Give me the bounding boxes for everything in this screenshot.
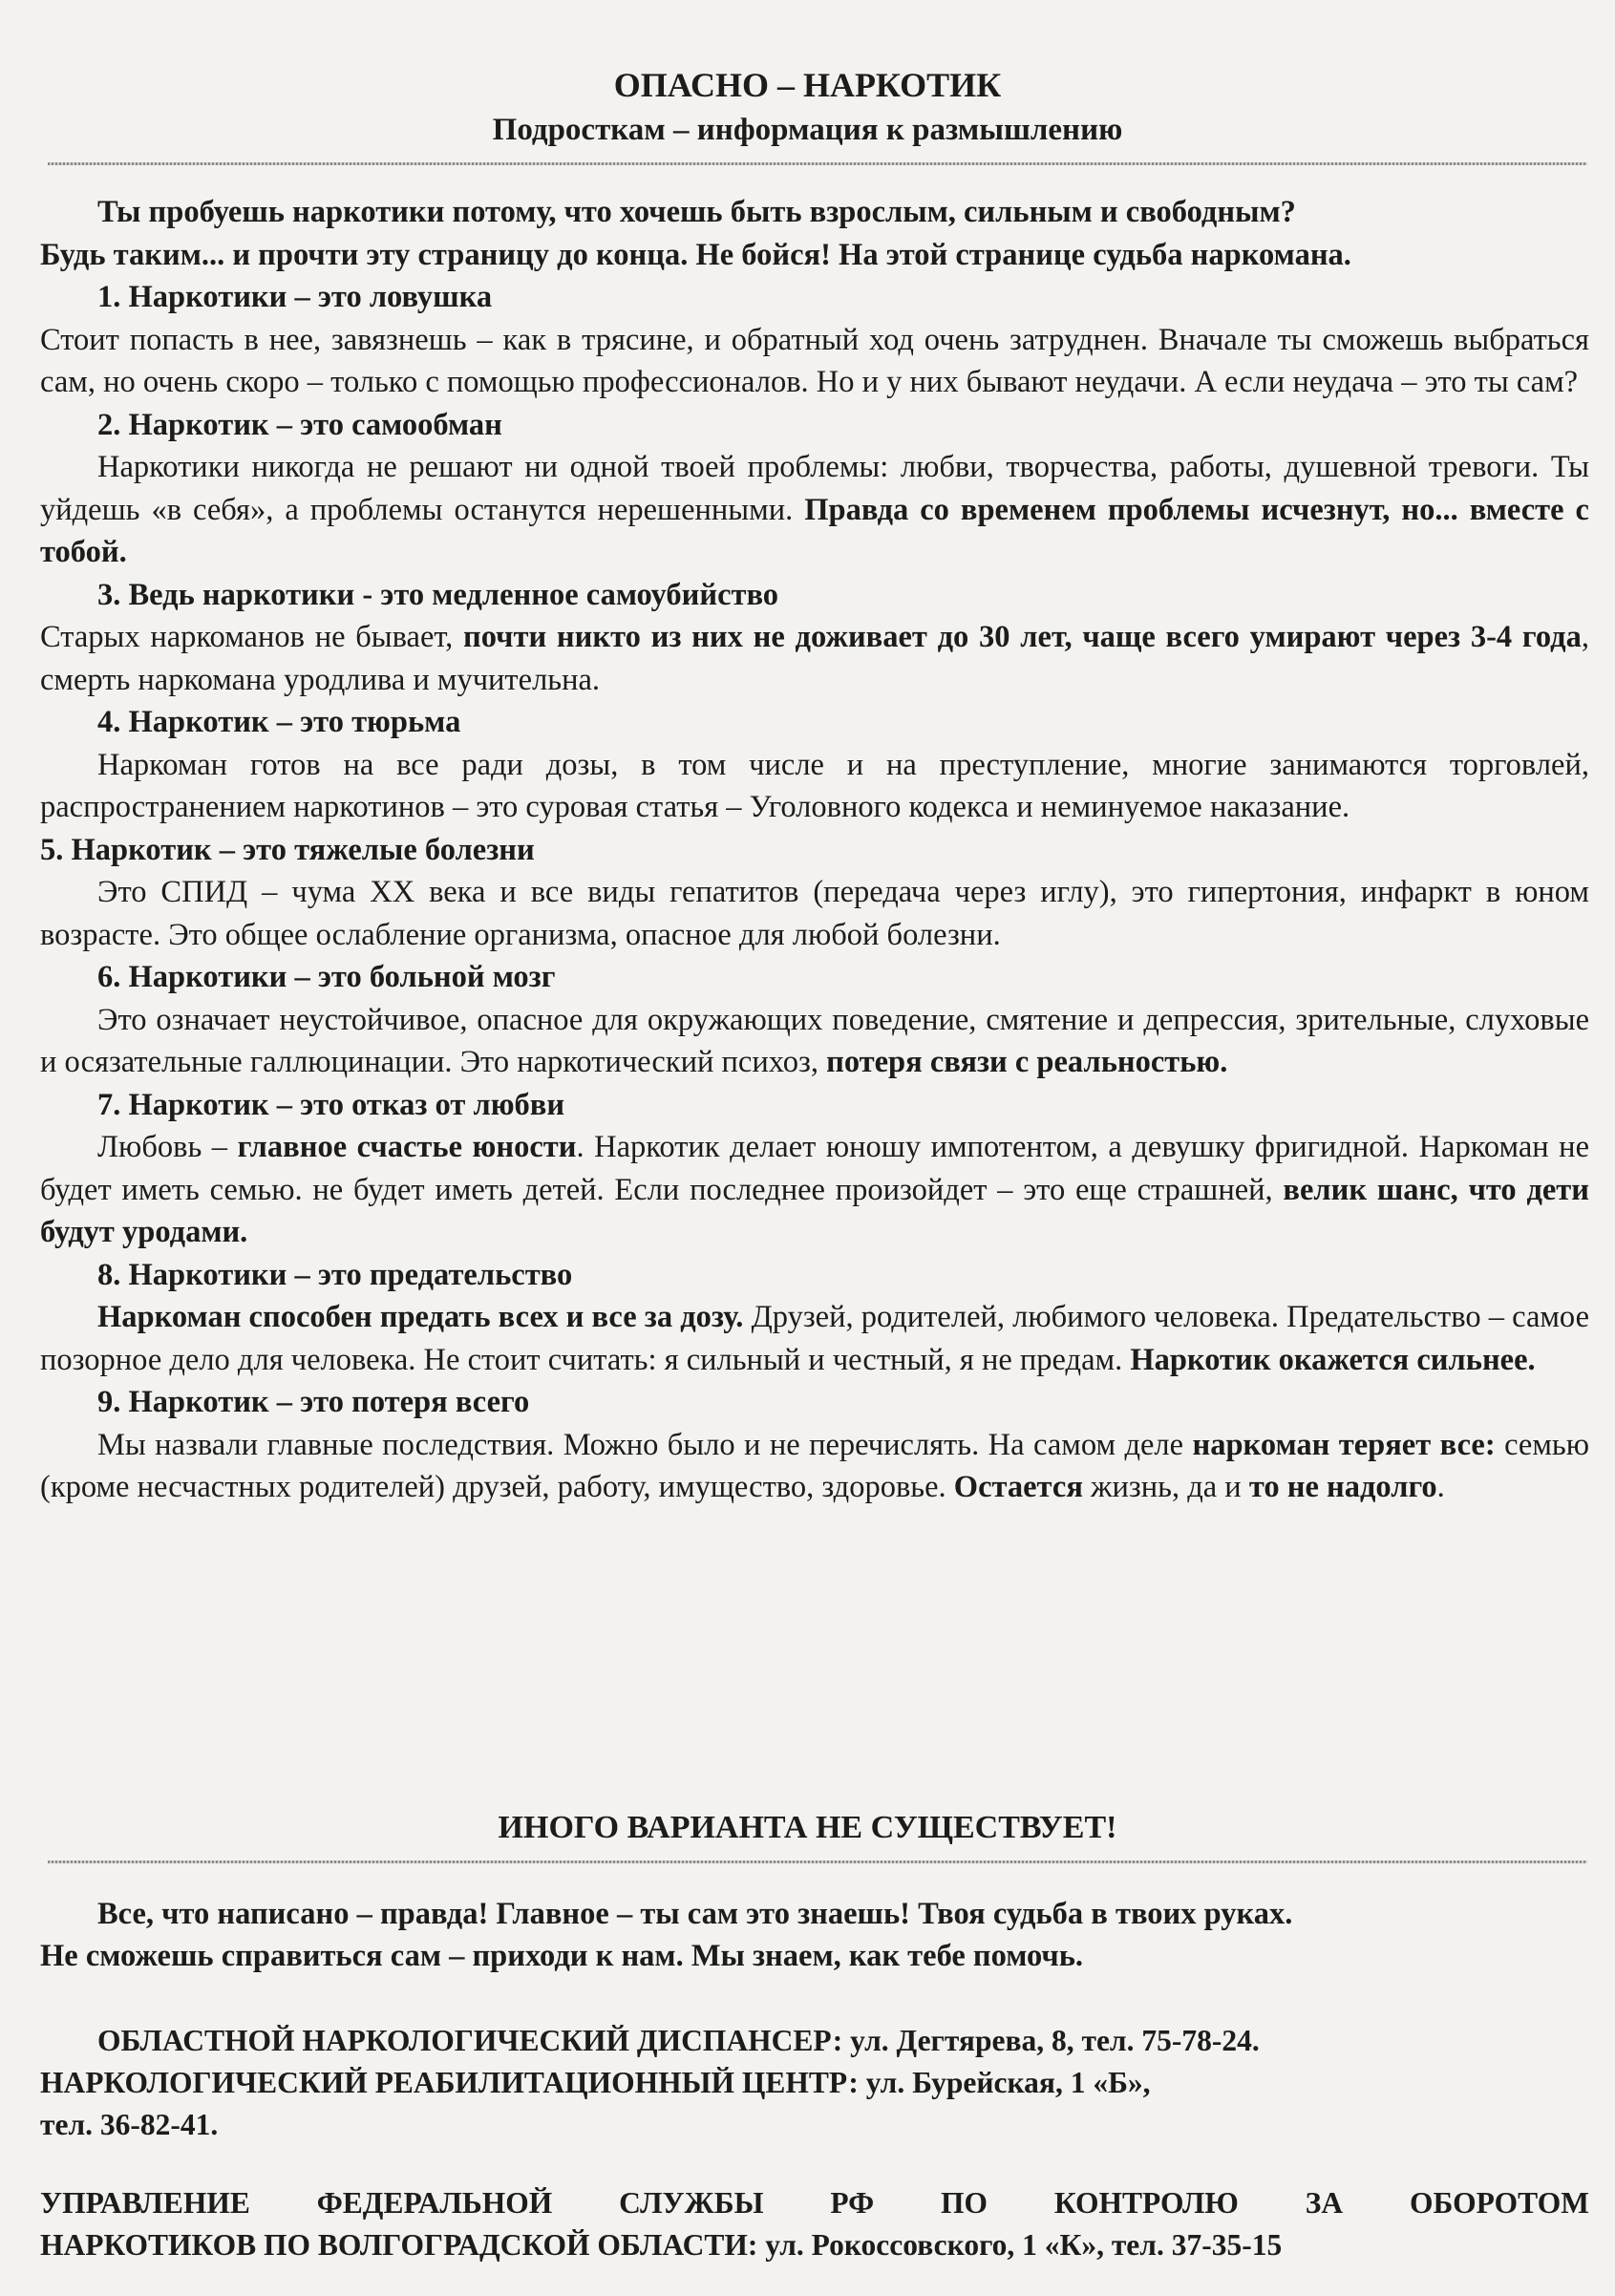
section-text: . Наркотик делает юношу импотентом, а девушку фригидной. Наркоман не будет иметь семью. не будет иметь детей. Если последнее произойдет – это еще страшней, bbox=[40, 1130, 1589, 1207]
section-text: Это означает неустойчивое, опасное для окружающих поведение, смятение и депрессия, зрительные, слуховые и осязательные галлюцинации. Это наркотический психоз, bbox=[40, 1002, 1589, 1079]
section-heading: 9. Наркотик – это потеря всего bbox=[97, 1385, 530, 1419]
section-emphasis: наркоман теряет все: bbox=[1192, 1427, 1496, 1462]
section-emphasis: Правда со временем проблемы исчезнут, но... вместе с тобой. bbox=[40, 492, 1589, 569]
contact-dispensary: ОБЛАСТНОЙ НАРКОЛОГИЧЕСКИЙ ДИСПАНСЕР: ул. Дегтярева, 8, тел. 75-78-24. bbox=[97, 2024, 1260, 2057]
section-text: Друзей, родителей, любимого человека. Предательство – самое позорное дело для человека. Не стоит считать: я сильный и честный, я не предам. bbox=[40, 1300, 1590, 1377]
section-heading: 5. Наркотик – это тяжелые болезни bbox=[40, 832, 535, 867]
section-body bbox=[40, 999, 1589, 1084]
closing-text bbox=[40, 1893, 1589, 1977]
contact-federal-line-1: УПРАВЛЕНИЕ ФЕДЕРАЛЬНОЙ СЛУЖБЫ РФ ПО КОНТРОЛЮ ЗА ОБОРОТОМ bbox=[40, 2186, 1589, 2220]
contact-federal-line-2: НАРКОТИКОВ ПО ВОЛГОГРАДСКОЙ ОБЛАСТИ: ул. Рокоссовского, 1 «К», тел. 37-35-15 bbox=[40, 2228, 1283, 2262]
section-text: . bbox=[1436, 1470, 1445, 1504]
section-text: семью (кроме несчастных родителей) друзей, работу, имущество, здоровье. bbox=[40, 1427, 1589, 1504]
section-body bbox=[40, 319, 1589, 404]
contacts-block bbox=[40, 2020, 1589, 2146]
section-body bbox=[40, 616, 1589, 701]
section-text: Это СПИД – чума XX века и все виды гепатитов (передача через иглу), это гипертония, инфаркт в юном возрасте. Это общее ослабление организма, опасное для любой болезни. bbox=[40, 875, 1589, 952]
section-heading: 2. Наркотик – это самообман bbox=[97, 407, 502, 442]
conclusion-title: ИНОГО ВАРИАНТА НЕ СУЩЕСТВУЕТ! bbox=[498, 1810, 1117, 1845]
section-emphasis: Наркотик окажется сильнее. bbox=[1130, 1342, 1536, 1377]
section-text: Стоит попасть в нее, завязнешь – как в трясине, и обратный ход очень затруднен. Вначале ты сможешь выбраться сам, но очень скоро – только с помощью профессионалов. Но и у них бывают неудачи. А если неудача – это ты сам? bbox=[40, 322, 1589, 399]
section-emphasis: потеря связи с реальностью. bbox=[826, 1045, 1228, 1079]
section-heading: 6. Наркотики – это больной мозг bbox=[97, 960, 556, 994]
section-text: Мы назвали главные последствия. Можно было и не перечислять. На самом деле bbox=[97, 1427, 1193, 1462]
section-emphasis: велик шанс, что дети будут уродами. bbox=[40, 1172, 1589, 1249]
section-heading: 8. Наркотики – это предательство bbox=[97, 1257, 573, 1292]
intro-line-1: Ты пробуешь наркотики потому, что хочешь быть взрослым, сильным и свободным? bbox=[97, 195, 1296, 229]
section-emphasis: Наркоман способен предать всех и все за дозу. bbox=[97, 1300, 744, 1334]
section-emphasis: Остается bbox=[953, 1470, 1083, 1504]
section-body bbox=[40, 446, 1589, 574]
section-heading: 7. Наркотик – это отказ от любви bbox=[97, 1087, 565, 1122]
section-emphasis: почти никто из них не доживает до 30 лет, чаще всего умирают через 3-4 года bbox=[463, 620, 1582, 654]
section-heading: 1. Наркотики – это ловушка bbox=[97, 280, 493, 314]
top-divider bbox=[48, 162, 1587, 165]
closing-line-1: Все, что написано – правда! Главное – ты сам это знаешь! Твоя судьба в твоих руках. bbox=[97, 1897, 1293, 1931]
bottom-divider bbox=[48, 1860, 1587, 1863]
section-heading: 3. Ведь наркотики - это медленное самоубийство bbox=[97, 577, 779, 612]
section-heading: 4. Наркотик – это тюрьма bbox=[97, 705, 461, 739]
main-text bbox=[40, 191, 1589, 1509]
section-body bbox=[40, 871, 1589, 956]
section-text: Наркоман готов на все ради дозы, в том числе и на преступление, многие занимаются торговлей, распространением наркотинов – это суровая статья – Уголовного кодекса и неминуемое наказание. bbox=[40, 747, 1589, 824]
intro-line-2: Будь таким... и прочти эту страницу до конца. Не бойся! На этой странице судьба наркомана. bbox=[40, 237, 1351, 272]
section-emphasis: то не надолго bbox=[1248, 1470, 1437, 1504]
contacts-federal bbox=[40, 2182, 1589, 2266]
section-text: Любовь – bbox=[97, 1130, 238, 1164]
page-title: ОПАСНО – НАРКОТИК bbox=[613, 66, 1002, 104]
closing-line-2: Не сможешь справиться сам – приходи к нам. Мы знаем, как тебе помочь. bbox=[40, 1939, 1084, 1973]
contact-rehab-center: НАРКОЛОГИЧЕСКИЙ РЕАБИЛИТАЦИОННЫЙ ЦЕНТР: ул. Бурейская, 1 «Б», bbox=[40, 2066, 1151, 2099]
section-body bbox=[40, 744, 1589, 829]
section-body bbox=[40, 1424, 1589, 1509]
section-emphasis: главное счастье юности bbox=[237, 1130, 577, 1164]
section-text: Старых наркоманов не бывает, bbox=[40, 620, 464, 654]
page-subtitle: Подросткам – информация к размышлению bbox=[492, 113, 1123, 147]
section-body bbox=[40, 1296, 1589, 1381]
section-text: жизнь, да и bbox=[1082, 1470, 1249, 1504]
section-body bbox=[40, 1126, 1589, 1254]
section-text: , смерть наркомана уродлива и мучительна. bbox=[40, 620, 1590, 697]
contact-rehab-phone: тел. 36-82-41. bbox=[40, 2108, 219, 2141]
section-text: Наркотики никогда не решают ни одной твоей проблемы: любви, творчества, работы, душевной тревоги. Ты уйдешь «в себя», а проблемы останутся нерешенными. bbox=[40, 450, 1589, 527]
